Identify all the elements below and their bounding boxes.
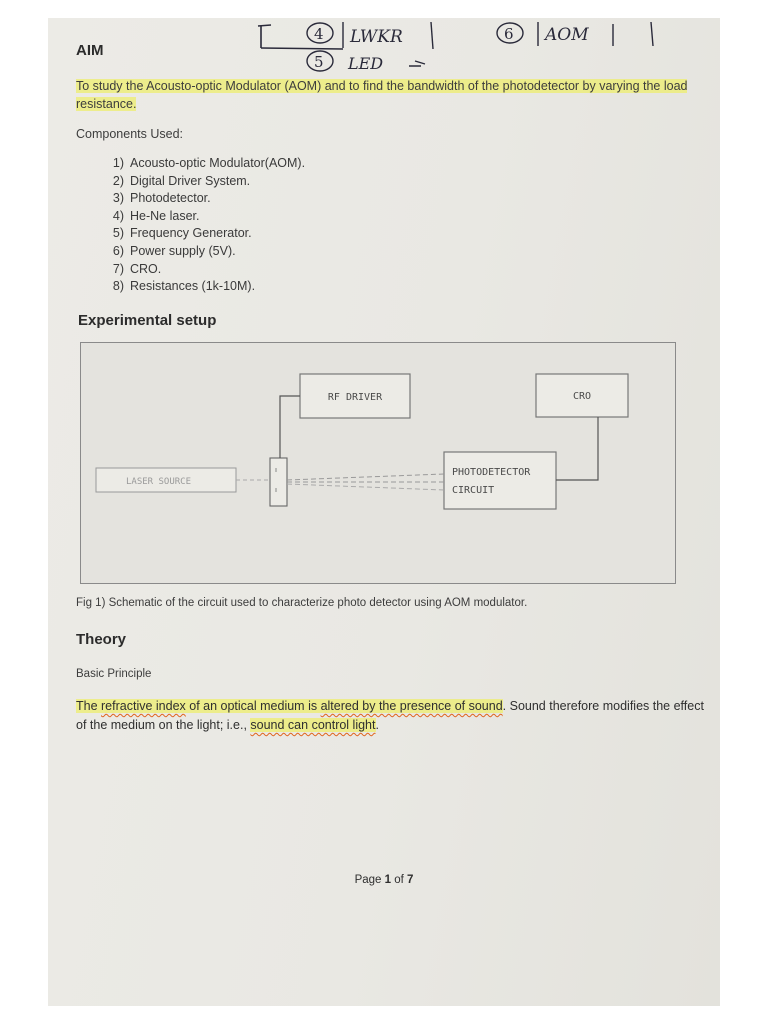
component-item bbox=[98, 208, 305, 226]
component-item bbox=[98, 155, 305, 173]
aim-text bbox=[76, 77, 706, 113]
page-footer bbox=[48, 874, 720, 886]
page-of: of bbox=[391, 874, 408, 886]
component-text: He-Ne laser. bbox=[130, 208, 200, 223]
principle-altered-by-sound: altered by the presence of sound bbox=[320, 699, 503, 713]
components-heading: Components Used: bbox=[76, 127, 184, 141]
component-item bbox=[98, 190, 305, 208]
component-text: Frequency Generator. bbox=[130, 226, 252, 241]
component-item bbox=[98, 278, 305, 296]
note-aom: AOM bbox=[545, 25, 589, 45]
component-item bbox=[98, 243, 305, 261]
check-mark-icon bbox=[409, 61, 425, 66]
photodetector-label-line1: PHOTODETECTOR bbox=[452, 467, 531, 478]
component-number: 6) bbox=[112, 243, 124, 258]
theory-heading: Theory bbox=[76, 631, 127, 648]
note-lwkr: LWKR bbox=[350, 27, 403, 47]
rf-driver-label: RF DRIVER bbox=[327, 392, 383, 403]
principle-part-5: . Sound therefore modifies the effect of the medium on the light; i.e., bbox=[76, 699, 704, 732]
component-item bbox=[98, 261, 305, 279]
component-number: 1) bbox=[112, 156, 124, 170]
note-led: LED bbox=[348, 54, 384, 73]
component-text: Resistances (1k-10M). bbox=[130, 279, 256, 294]
handwritten-annotations bbox=[253, 18, 673, 78]
aom-crystal bbox=[270, 458, 287, 506]
component-text: Power supply (5V). bbox=[130, 243, 236, 258]
component-item bbox=[98, 225, 305, 243]
experimental-setup-heading: Experimental setup bbox=[78, 312, 217, 329]
component-item bbox=[98, 173, 305, 191]
principle-sound-controls-light: sound can control light bbox=[250, 718, 376, 732]
component-number: 7) bbox=[112, 261, 124, 276]
note-5: 5 bbox=[314, 53, 324, 71]
principle-refractive-index: refractive index bbox=[101, 699, 186, 713]
component-number: 4) bbox=[112, 208, 124, 223]
page-number: 1 bbox=[384, 874, 392, 886]
page-prefix: Page bbox=[354, 874, 385, 886]
page-total: 7 bbox=[407, 874, 414, 886]
aim-text-highlighted: To study the Acousto-optic Modulator (AOM) and to find the bandwidth of the photodetector by varying the load resistance. bbox=[76, 79, 688, 111]
component-text: CRO. bbox=[130, 261, 162, 276]
photodetector-box bbox=[444, 452, 556, 509]
cro-label: CRO bbox=[572, 391, 592, 402]
laser-source-box bbox=[96, 468, 236, 492]
component-number: 8) bbox=[112, 279, 124, 294]
principle-part-3: of an optical medium is bbox=[185, 699, 321, 713]
principle-part-7: . bbox=[375, 718, 379, 732]
photodetector-label-line2: CIRCUIT bbox=[452, 485, 495, 496]
schematic-diagram bbox=[80, 342, 676, 584]
aim-heading: AIM bbox=[76, 42, 104, 59]
principle-part-1: The bbox=[76, 699, 102, 713]
note-6: 6 bbox=[504, 25, 514, 43]
figure-caption: Fig 1) Schematic of the circuit used to characterize photo detector using AOM modulator. bbox=[76, 597, 528, 609]
basic-principle-subheading: Basic Principle bbox=[76, 668, 152, 680]
principle-paragraph bbox=[76, 697, 716, 735]
note-4: 4 bbox=[314, 25, 324, 43]
component-number: 3) bbox=[112, 191, 124, 206]
components-list bbox=[98, 155, 305, 296]
component-number: 2) bbox=[112, 173, 124, 188]
component-text: Digital Driver System. bbox=[130, 173, 251, 188]
component-text: Photodetector. bbox=[130, 191, 211, 206]
document-page bbox=[48, 18, 720, 1006]
component-number: 5) bbox=[112, 226, 124, 241]
cro-box bbox=[536, 374, 628, 417]
laser-source-label: LASER SOURCE bbox=[126, 477, 192, 487]
rf-driver-box bbox=[300, 374, 410, 418]
component-text: Acousto-optic Modulator(AOM). bbox=[130, 156, 306, 170]
